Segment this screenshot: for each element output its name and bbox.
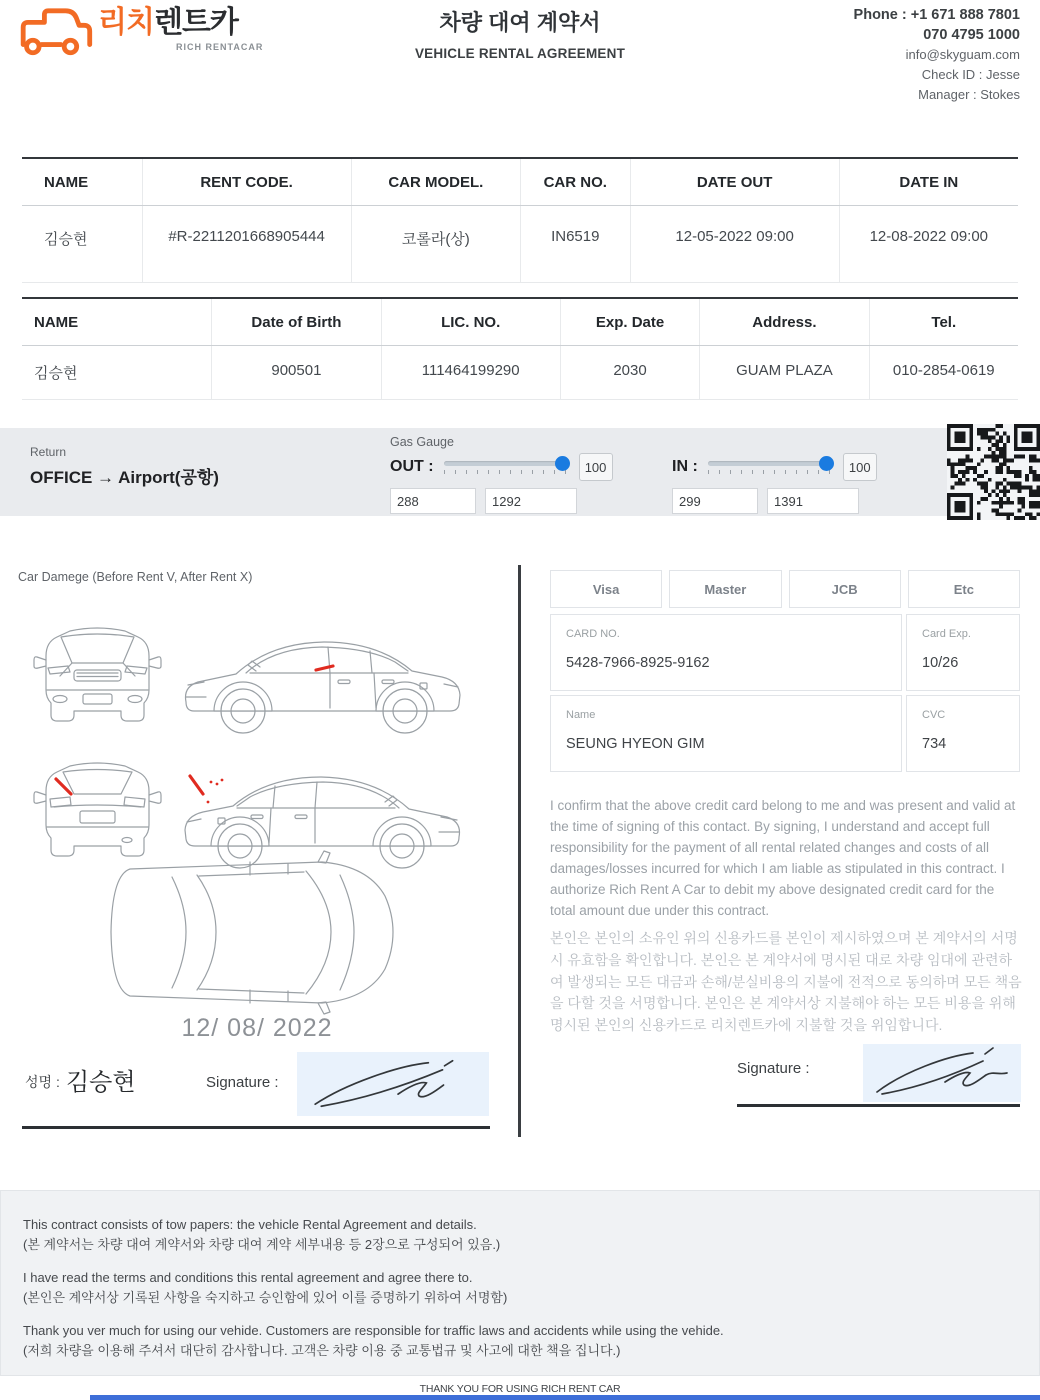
gas-out-value: 100 [579,453,613,481]
qr-code [947,424,1040,520]
column-divider [518,565,521,1137]
signature-underline-left [22,1126,490,1129]
col-tel: Tel. [869,299,1018,345]
gas-in-slider-thumb[interactable] [819,456,834,471]
note-paragraph [23,1215,1017,1255]
gas-out-slider-track[interactable] [444,461,566,466]
col-rent-code: RENT CODE. [142,159,351,205]
card-holder-label: Name [566,709,596,721]
manager: Manager : Stokes [918,87,1020,102]
car-top-view-diagram[interactable] [100,845,400,1020]
check-id: Check ID : Jesse [921,67,1020,82]
note-en: I have read the terms and conditions this rental agreement and agree there to. [23,1270,473,1285]
note-kr: (저희 차량을 이용해 주셔서 대단히 감사합니다. 고객은 차량 이용 중 교통법규 및 사고에 대한 책을 집니다.) [23,1343,621,1358]
date-out: 12-05-2022 09:00 [630,206,839,282]
rental-table-row [22,206,1018,282]
note-paragraph [23,1268,1017,1308]
phone-primary: Phone : +1 671 888 7801 [853,7,1020,23]
signature-pad-right[interactable] [863,1044,1021,1102]
col-name: NAME [44,173,89,191]
car-damage-label: Car Damege (Before Rent V, After Rent X) [18,570,253,584]
card-type-visa[interactable]: Visa [550,570,662,608]
note-kr: (본인은 계약서상 기록된 사항을 숙지하고 승인함에 있어 이를 증명하기 위하여 서명함) [23,1290,508,1305]
col-exp-date: Exp. Date [560,299,699,345]
col-name: NAME [34,313,79,331]
card-cvc-value: 734 [922,736,947,752]
card-confirmation-korean: 본인은 본인의 소유인 위의 신용카드를 본인이 제시하였으며 본 계약서의 서명시 유효함을 확인합니다. 본인은 본 계약서에 명시된 대로 차량 임대에 관련하여 발생되는 모든 대금과 손해/분실비용의 지불에 전적으로 동의하며 모든 책음을 다할 것을 서명합니다. 본인은 본 계약서상 지불해야 하는 모든 비용을 위해 명시된 본인의 신용카드로 리치렌트카에 지불할 것을 위임합니다. [550,930,1022,1034]
driver-dob: 900501 [211,346,380,399]
return-and-gas-band [0,428,1040,516]
gas-in-label: IN : [672,458,698,475]
signature-label-right: Signature : [737,1060,810,1077]
driver-table-header-row [22,299,1018,346]
phone-secondary: 070 4795 1000 [923,27,1020,43]
agreement-date: 12/ 08/ 2022 [181,1014,333,1042]
gas-out-label: OUT : [390,458,434,475]
col-car-no: CAR NO. [520,159,630,205]
rental-info-table [22,157,1018,283]
card-cvc-field[interactable] [906,695,1020,772]
col-date-out: DATE OUT [630,159,839,205]
col-car-model: CAR MODEL. [351,159,520,205]
contract-notes-box [0,1190,1040,1376]
out-mileage-input-2[interactable]: 1292 [485,488,577,514]
driver-table-row [22,346,1018,399]
driver-info-table [22,297,1018,400]
page-title-korean: 차량 대여 계약서 [439,10,601,35]
in-mileage-input-2[interactable]: 1391 [767,488,859,514]
card-holder-value: SEUNG HYEON GIM [566,736,705,752]
driver-address: GUAM PLAZA [699,346,868,399]
card-exp-field[interactable] [906,614,1020,691]
contact-info [854,5,1020,105]
return-label: Return [30,445,67,459]
customer-name: 김승현 [66,1069,136,1096]
col-lic-no: LIC. NO. [381,299,560,345]
card-cvc-label: CVC [922,709,946,721]
page-title-english: VEHICLE RENTAL AGREEMENT [414,46,626,61]
renter-name: 김승현 [44,231,88,248]
note-en: This contract consists of tow papers: the vehicle Rental Agreement and details. [23,1217,477,1232]
in-mileage-input[interactable]: 299 [672,488,758,514]
driver-exp-date: 2030 [560,346,699,399]
gas-out-slider[interactable] [444,461,566,474]
car-side-left-view-diagram[interactable] [170,605,475,745]
signature-label-left: Signature : [206,1074,279,1091]
card-exp-label: Card Exp. [922,628,971,640]
gas-in-slider-track[interactable] [708,461,830,466]
col-address: Address. [699,299,868,345]
logo-text: 리치렌트카 [98,6,238,39]
signature-underline-right [737,1104,1020,1107]
gas-out-slider-ticks [444,470,566,474]
card-number-value: 5428-7966-8925-9162 [566,655,710,671]
note-en: Thank you ver much for using our vehide. Customers are responsible for traffic laws and accidents while using the vehide. [23,1323,724,1338]
card-number-field[interactable] [550,614,902,691]
gas-in-slider[interactable] [708,461,830,474]
rental-table-header-row [22,159,1018,206]
signature-pad-left[interactable] [297,1052,489,1116]
date-in: 12-08-2022 09:00 [839,206,1018,282]
page-title-block [300,6,740,61]
card-type-etc[interactable]: Etc [908,570,1020,608]
signature-stroke [863,1044,1021,1102]
note-paragraph [23,1321,1017,1361]
return-route: OFFICE → Airport(공항) [30,468,219,487]
driver-lic-no: 111464199290 [381,346,560,399]
driver-name: 김승현 [34,365,78,382]
col-dob: Date of Birth [211,299,380,345]
card-exp-value: 10/26 [922,655,959,671]
gas-in-value: 100 [843,453,877,481]
card-number-label: CARD NO. [566,628,620,640]
name-label: 성명 : [25,1074,60,1090]
card-type-jcb[interactable]: JCB [789,570,901,608]
card-confirmation-english: I confirm that the above credit card belong to me and was present and valid at the time of signing of this contact. By signing, I understand and accept full responsibility for the payment of all rental related changes and costs of all damages/losses incurred for which I am liable as stipulated in this contract. I authorize Rich Rent A Car to debit my above designated credit card for the total amount due under this contract. [550,798,1016,919]
company-logo [16,6,263,60]
car-front-view-diagram[interactable] [30,610,165,740]
thank-you-line: THANK YOU FOR USING RICH RENT CAR [419,1383,621,1395]
gas-in-slider-ticks [708,470,830,474]
truck-logo-icon [16,6,94,60]
out-mileage-input[interactable]: 288 [390,488,476,514]
col-date-in: DATE IN [839,159,1018,205]
card-holder-field[interactable] [550,695,902,772]
signature-stroke [297,1052,489,1116]
card-type-row [550,570,1020,608]
rent-code: #R-2211201668905444 [142,206,351,282]
car-no: IN6519 [520,206,630,282]
note-kr: (본 계약서는 차량 대여 계약서와 차량 대여 계약 세부내용 등 2장으로 구성되어 있음.) [23,1237,501,1252]
logo-subtext: RICH RENTACAR [176,42,264,52]
card-type-master[interactable]: Master [669,570,781,608]
gas-out-slider-thumb[interactable] [555,456,570,471]
gas-gauge-label: Gas Gauge [390,435,454,449]
bottom-blue-bar [90,1395,1040,1400]
driver-tel: 010-2854-0619 [869,346,1018,399]
email: info@skyguam.com [905,47,1020,62]
car-model: 코롤라(상) [351,206,520,282]
